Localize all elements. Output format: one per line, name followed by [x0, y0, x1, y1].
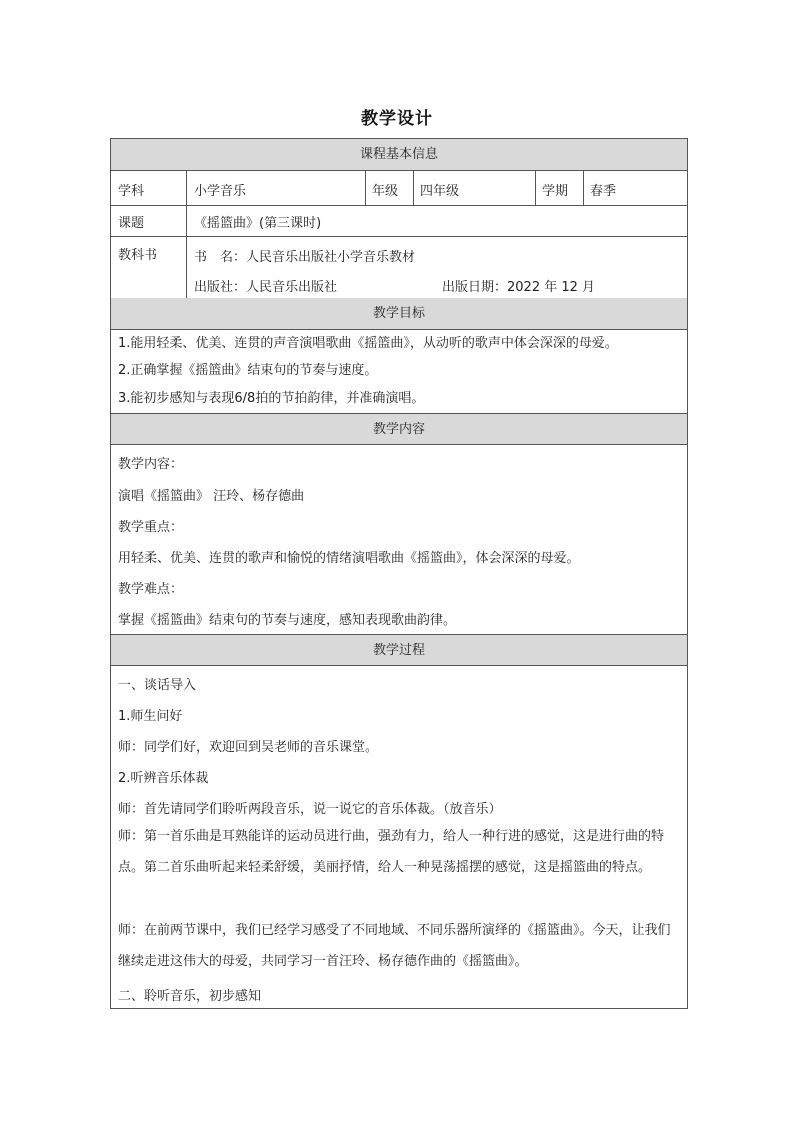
- objective-item: 2.正确掌握《摇篮曲》结束句的节奏与速度。: [118, 363, 378, 378]
- column-divider: [413, 171, 414, 205]
- content-line: 演唱《摇篮曲》 汪玲、杨存德曲: [118, 489, 305, 504]
- process-line: 一、谈话导入: [118, 678, 197, 693]
- column-divider: [365, 171, 366, 205]
- process-line: 2.听辨音乐体裁: [118, 771, 209, 786]
- basic-info-header: [111, 139, 687, 171]
- process-paragraph: 师：在前两节课中，我们已经学习感受了不同地域、不同乐器所演绎的《摇篮曲》。今天，让我们继续走进这伟大的母爱，共同学习一首汪玲、杨存德作曲的《摇篮曲》。: [118, 923, 671, 969]
- basic-info-header-label: 课程基本信息: [359, 147, 438, 162]
- content-line: 教学难点：: [118, 582, 184, 597]
- process-line: 师：首先请同学们聆听两段音乐，说一说它的音乐体裁。（放音乐）: [118, 802, 502, 817]
- process-line: 师：同学们好，欢迎回到吴老师的音乐课堂。: [118, 740, 379, 755]
- document-title: 教学设计: [361, 109, 433, 129]
- objectives-header-label: 教学目标: [372, 306, 425, 321]
- textbook-publish-date: 出版日期：2022 年 12 月: [442, 280, 596, 295]
- column-divider: [535, 171, 536, 205]
- row-divider: [111, 205, 687, 206]
- content-header: [111, 414, 687, 445]
- content-line: 用轻柔、优美、连贯的歌声和愉悦的情绪演唱歌曲《摇篮曲》，体会深深的母爱。: [118, 551, 580, 566]
- row-divider: [111, 236, 687, 237]
- subject-label: 学科: [118, 184, 145, 199]
- textbook-name: 书 名：人民音乐出版社小学音乐教材: [194, 250, 416, 265]
- objectives-header: [111, 298, 687, 330]
- objective-item: 1.能用轻柔、优美、连贯的声音演唱歌曲《摇篮曲》，从动听的歌声中体会深深的母爱。: [118, 336, 618, 351]
- column-divider: [186, 171, 187, 298]
- process-paragraph: 师：第一首乐曲是耳熟能详的运动员进行曲，强劲有力，给人一种行进的感觉，这是进行曲的特点。第二首乐曲听起来轻柔舒缓，美丽抒情，给人一种晃荡摇摆的感觉，这是摇篮曲的特点。: [118, 829, 665, 875]
- process-line: 二、聆听音乐，初步感知: [118, 989, 262, 1004]
- content-header-label: 教学内容: [372, 422, 425, 437]
- objective-item: 3.能初步感知与表现6/8拍的节拍韵律，并准确演唱。: [118, 391, 425, 406]
- content-line: 教学重点：: [118, 520, 184, 535]
- grade-label: 年级: [372, 184, 399, 199]
- textbook-publisher: 出版社：人民音乐出版社: [194, 280, 338, 295]
- term-value: 春季: [590, 184, 617, 199]
- content-line: 掌握《摇篮曲》结束句的节奏与速度，感知表现歌曲韵律。: [118, 613, 457, 628]
- subject-value: 小学音乐: [194, 184, 247, 199]
- grade-value: 四年级: [420, 184, 460, 199]
- lesson-plan-table: [110, 138, 688, 1009]
- process-header-label: 教学过程: [372, 643, 425, 658]
- topic-value: 《摇篮曲》(第三课时): [194, 216, 322, 231]
- term-label: 学期: [542, 184, 569, 199]
- textbook-label: 教科书: [118, 248, 158, 263]
- content-line: 教学内容：: [118, 457, 184, 472]
- topic-label: 课题: [118, 216, 145, 231]
- process-header: [111, 635, 687, 666]
- process-line: 1.师生问好: [118, 709, 183, 724]
- column-divider: [583, 171, 584, 205]
